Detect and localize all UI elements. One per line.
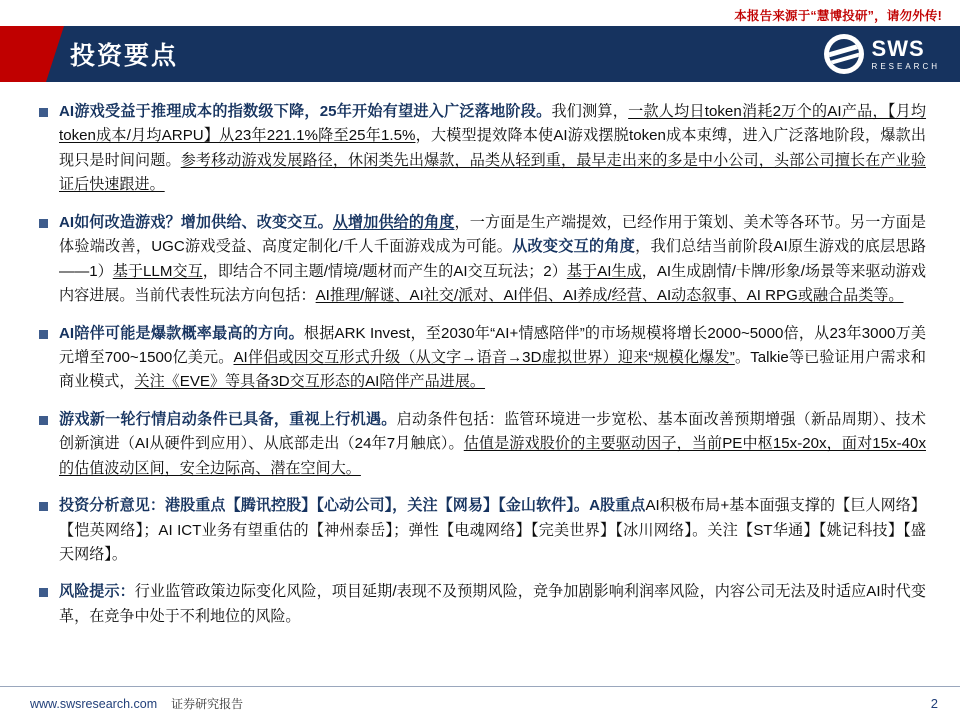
bullet-square-icon — [39, 108, 48, 117]
bullet-square-icon — [39, 588, 48, 597]
bullet-text — [59, 408, 926, 481]
bullet-segment: ，AI生成剧情/卡牌/形象/场景等来驱动游戏内容进展。当前代表性玩法方向包括： — [59, 262, 927, 305]
bullet-segment: 参考移动游戏发展路径，休闲类先出爆款，品类从轻到重，最早走出来的多是中小公司，头部公司擅长在产业验证后快速跟进。 — [59, 151, 926, 194]
bullet-list — [0, 100, 960, 642]
bullet-square-icon — [39, 416, 48, 425]
bullet-item-investment-opinion — [34, 494, 926, 567]
bullet-segment: 启动条件包括：监管环境进一步宽松、基本面改善预期增强（新品周期）、技术创新演进（AI从硬件到应用）、从底部走出（24年7月触底）。 — [59, 410, 926, 453]
bullet-item-how-ai-changes-games — [34, 211, 926, 309]
bullet-segment: 。Talkie等已验证用户需求和商业模式， — [59, 348, 927, 391]
bullet-segment: AI游戏受益于推理成本的指数级下降，25年开始有望进入广泛落地阶段。 — [59, 103, 552, 120]
bullet-segment: AI陪伴可能是爆款概率最高的方向。 — [59, 324, 304, 342]
sws-logo — [824, 26, 940, 82]
bullet-segment: 游戏新一轮行情启动条件已具备，重视上行机遇。 — [59, 410, 397, 428]
bullet-segment: ，大模型提效降本使AI游戏摆脱token成本束缚，进入广泛落地阶段，爆款出现只是时间问题。 — [59, 127, 927, 169]
bullet-text — [59, 580, 926, 629]
header-accent-block — [0, 26, 46, 82]
bullet-segment: AI如何改造游戏？增加供给、改变交互。 — [59, 213, 333, 231]
bullet-square-icon — [39, 219, 48, 228]
bullet-segment: ，我们总结当前阶段AI原生游戏的底层思路——1） — [59, 238, 926, 280]
bullet-item-new-cycle — [34, 408, 926, 481]
logo-name: SWS — [871, 35, 925, 61]
bullet-segment: 港股重点【腾讯控股】【心动公司】，关注【网易】【金山软件】。 — [165, 497, 590, 515]
page-header — [0, 26, 960, 82]
bullet-segment: 基于AI生成 — [566, 262, 642, 280]
bullet-text — [59, 211, 926, 309]
bullet-text — [59, 322, 926, 395]
bullet-segment: 估值是游戏股价的主要驱动因子，当前PE中枢15x-20x，面对15x-40x的估值波动区间，安全边际高、潜在空间大。 — [59, 435, 926, 477]
bullet-square-icon — [39, 330, 48, 339]
bullet-segment: 投资分析意见： — [59, 497, 165, 515]
page-footer — [0, 686, 960, 720]
bullet-segment: ，一方面是生产端提效，已经作用于策划、美术等各环节。另一方面是体验端改善，UGC游戏受益、高度定制化/千人千面游戏成为可能。 — [59, 213, 926, 256]
bullet-segment: AI伴侣或因交互形式升级（从文字→语音→3D虚拟世界）迎来“规模化爆发” — [233, 348, 735, 366]
bullet-segment: 从增加供给的角度 — [332, 213, 455, 231]
bullet-segment: 关注《EVE》等具备3D交互形态的AI陪伴产品进展。 — [134, 373, 486, 391]
bullet-segment: ，即结合不同主题/情境/题材而产生的AI交互玩法；2） — [202, 262, 567, 280]
bullet-item-ai-game-cost — [34, 100, 926, 198]
bullet-segment: AI推理/解谜、AI社交/派对、AI伴侣、AI养成/经营、AI动态叙事、AI RPG或融合品类等。 — [315, 287, 904, 305]
logo-circle-icon — [824, 34, 864, 74]
logo-subtitle: RESEARCH — [871, 61, 940, 71]
bullet-text — [59, 494, 926, 567]
bullet-segment: 风险提示： — [59, 583, 135, 601]
bullet-text — [59, 100, 926, 198]
bullet-segment: 基于LLM交互 — [112, 262, 203, 280]
footer-left-group — [30, 695, 243, 712]
bullet-segment: 从改变交互的角度 — [512, 238, 636, 256]
footer-subtitle: 证券研究报告 — [171, 697, 244, 711]
page-number: 2 — [930, 696, 938, 711]
logo-wordmark — [871, 35, 940, 71]
bullet-item-ai-companion — [34, 322, 926, 395]
bullet-square-icon — [39, 502, 48, 511]
bullet-item-risk-warning — [34, 580, 926, 629]
confidential-note: 本报告来源于“慧博投研”，请勿外传! — [734, 9, 942, 23]
bullet-segment: 一款人均日token消耗2万个的AI产品，【月均token成本/月均ARPU】从23年221.1%降至25年1.5% — [59, 103, 927, 145]
page-title: 投资要点 — [70, 42, 179, 70]
bullet-segment: 根据ARK Invest，至2030年“AI+情感陪伴”的市场规模将增长2000~5000倍，从23年3000万美元增至700~1500亿美元。 — [59, 324, 926, 366]
bullet-segment: 我们测算， — [551, 103, 629, 120]
bullet-segment: 行业监管政策边际变化风险，项目延期/表现不及预期风险，竞争加剧影响利润率风险，内容公司无法及时适应AI时代变革，在竞争中处于不利地位的风险。 — [59, 583, 926, 625]
bullet-segment: A股重点 — [589, 497, 646, 515]
footer-website[interactable]: www.swsresearch.com — [30, 697, 158, 711]
bullet-segment: AI积极布局+基本面强支撑的【巨人网络】【恺英网络】；AI ICT业务有望重估的【神州泰岳】；弹性【电魂网络】【完美世界】【冰川网络】。关注【ST华通】【姚记科技】【盛天网络】。 — [59, 497, 926, 563]
